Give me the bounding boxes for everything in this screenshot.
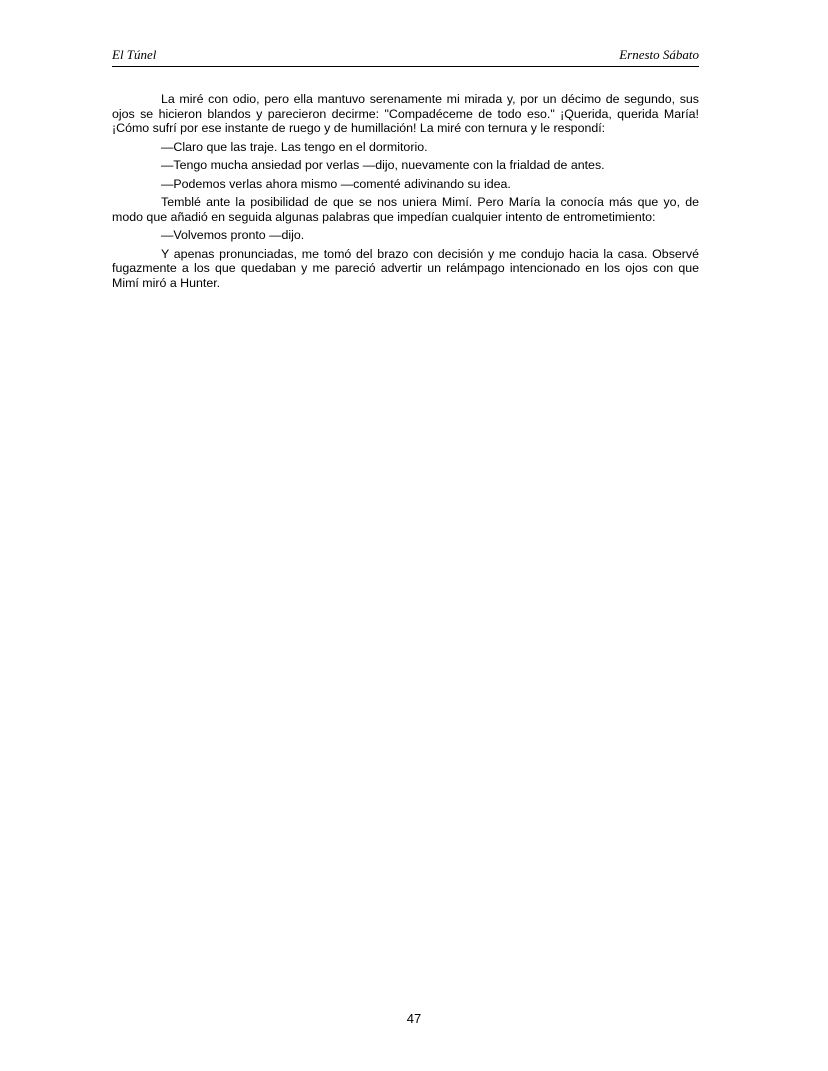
paragraph: —Volvemos pronto —dijo. <box>161 228 305 242</box>
paragraph: La miré con odio, pero ella mantuvo serenamente mi mirada y, por un décimo de segundo, sus ojos se hicieron blandos y parecieron decirme: "Compadéceme de todo eso." ¡Querida, querida María! ¡Cómo sufrí por ese instante de ruego y de humillación! La miré con ternura y le respondí: <box>112 92 699 135</box>
paragraph: —Tengo mucha ansiedad por verlas —dijo, nuevamente con la frialdad de antes. <box>161 158 605 172</box>
page-body <box>112 92 699 294</box>
running-header <box>112 44 699 67</box>
paragraph: Temblé ante la posibilidad de que se nos uniera Mimí. Pero María la conocía más que yo, de modo que añadió en seguida algunas palabras que impedían cualquier intento de entrometimiento: <box>112 195 699 224</box>
paragraph: —Claro que las traje. Las tengo en el dormitorio. <box>161 139 428 154</box>
header-author: Ernesto Sábato <box>619 47 699 62</box>
paragraph: —Podemos verlas ahora mismo —comenté adivinando su idea. <box>161 176 511 191</box>
page-number: 47 <box>406 1011 422 1026</box>
header-book-title: El Túnel <box>112 47 157 62</box>
paragraph: Y apenas pronunciadas, me tomó del brazo con decisión y me condujo hacia la casa. Observé fugazmente a los que quedaban y me pareció advertir un relámpago intencionado en los ojos con que Mimí miró a Hunter. <box>112 246 699 290</box>
